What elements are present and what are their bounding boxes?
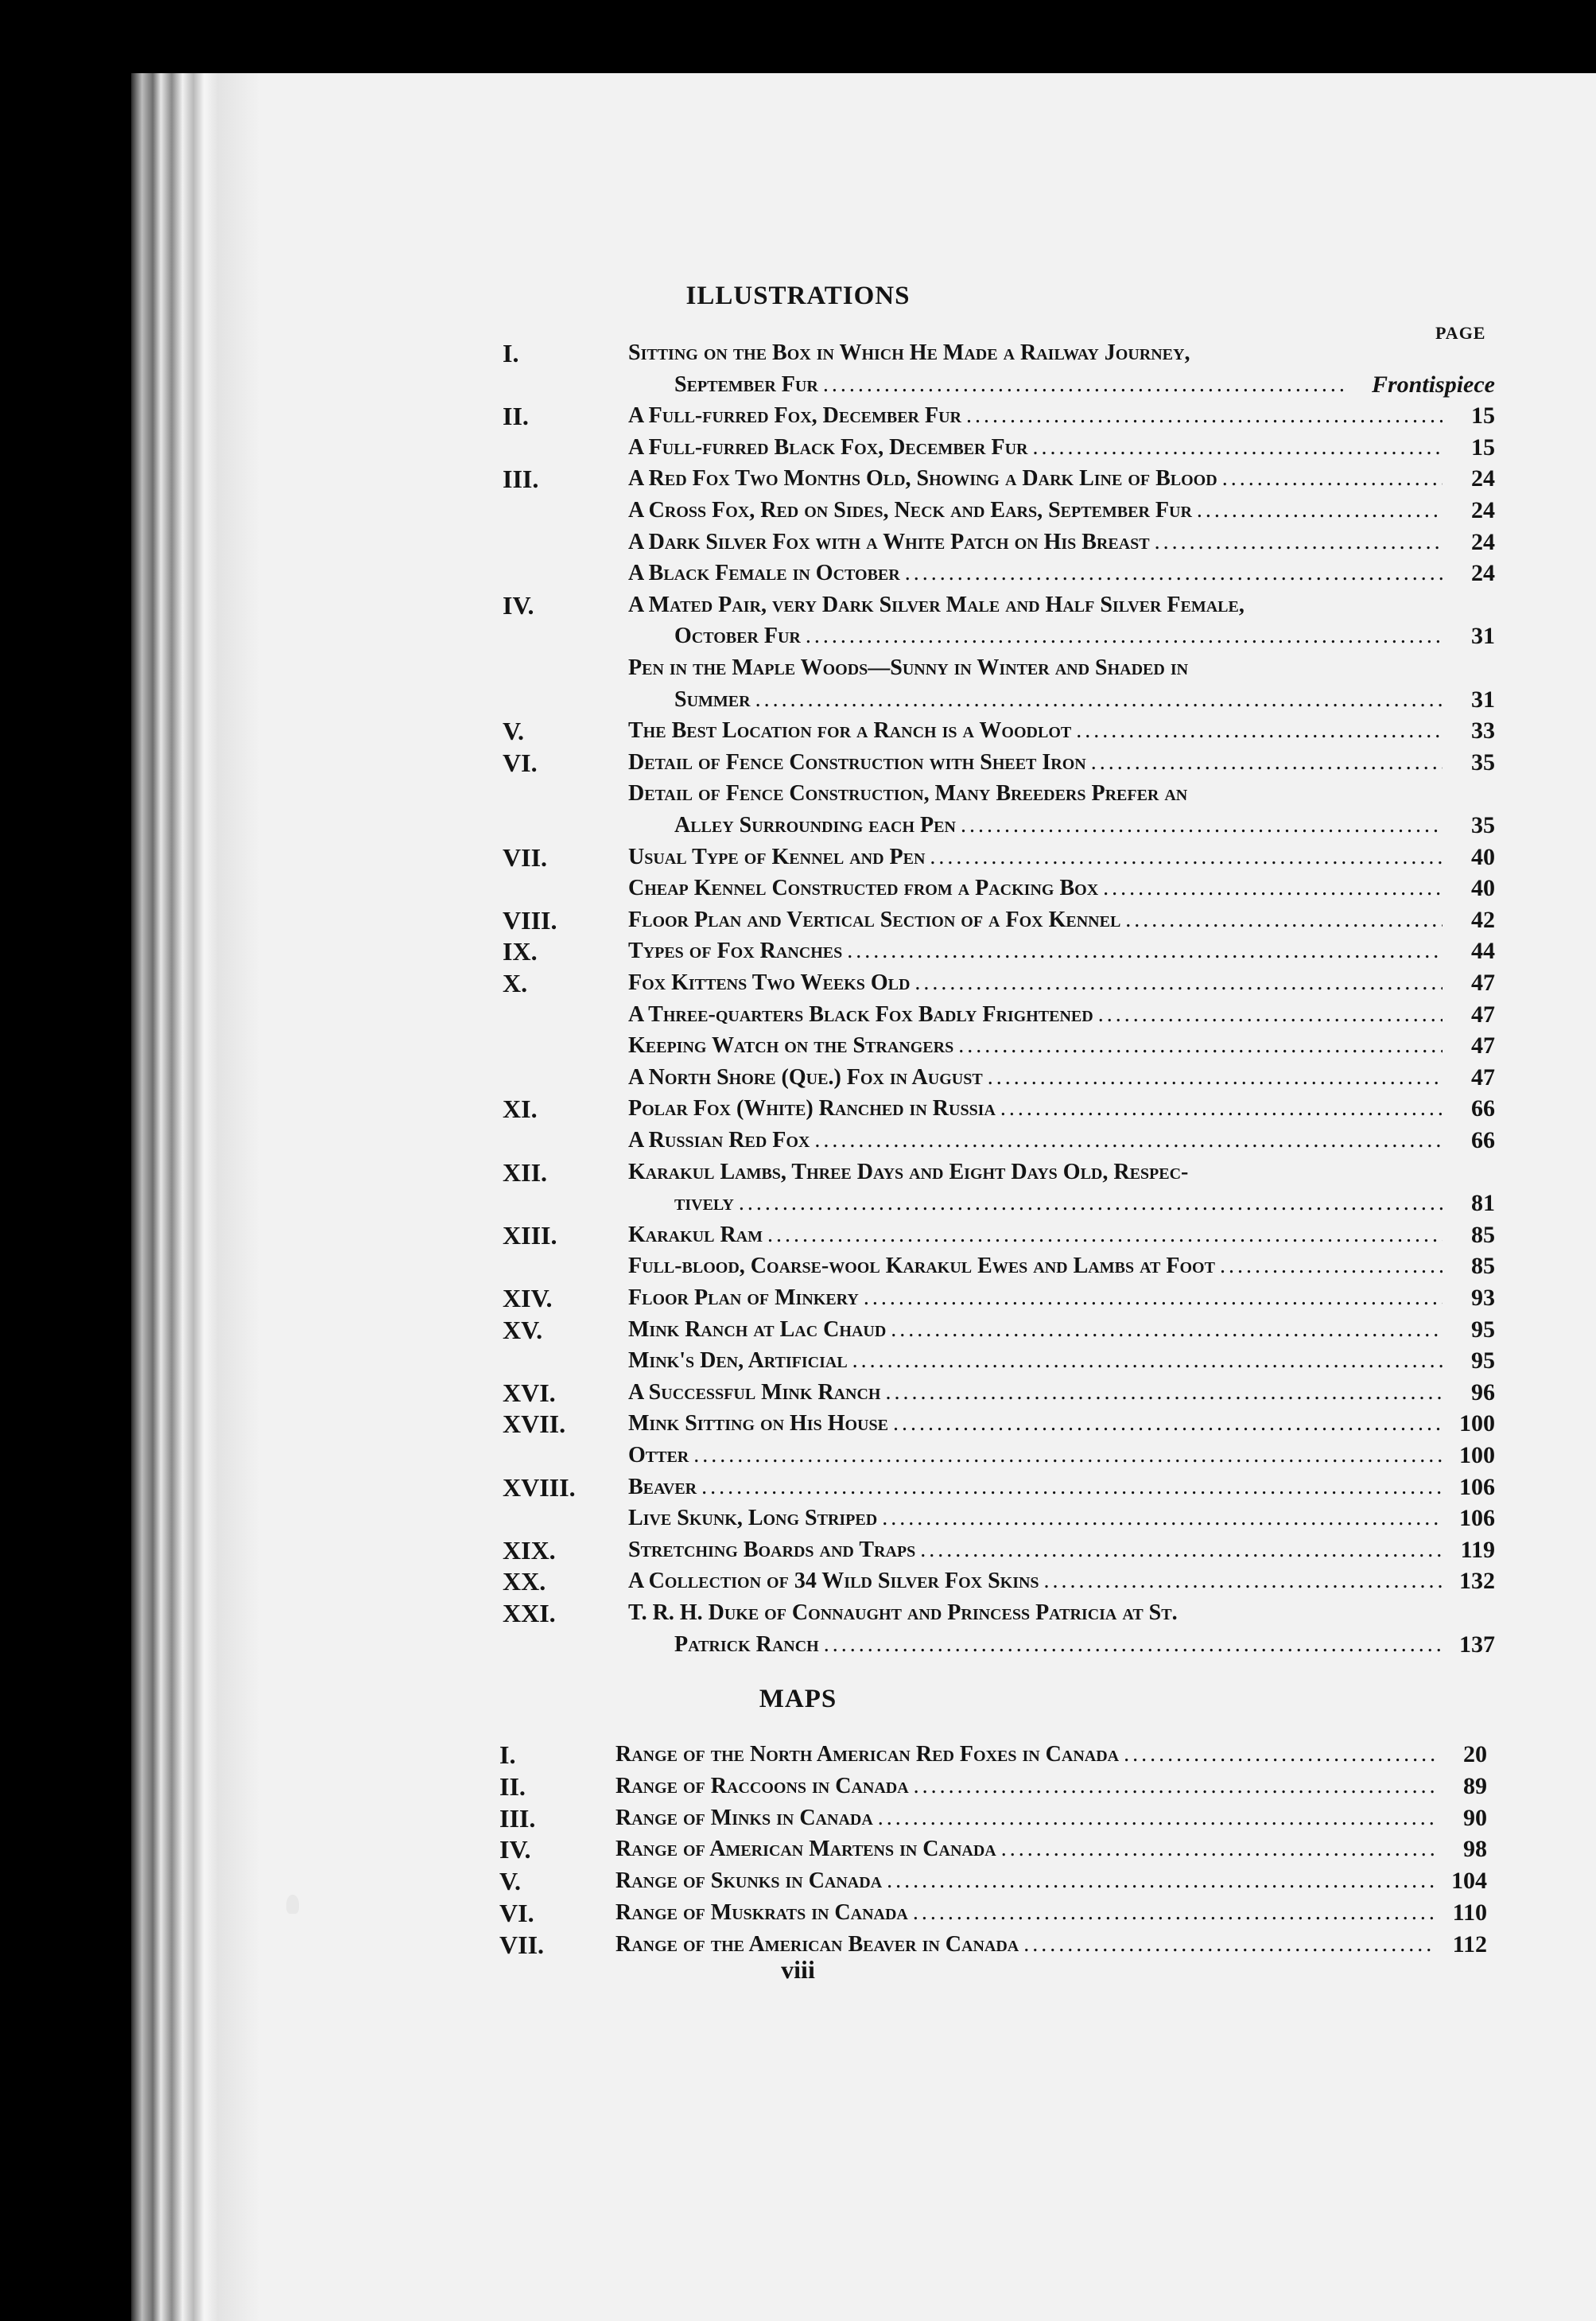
page-number: 40 xyxy=(1471,843,1495,870)
illustration-entry xyxy=(503,337,1495,369)
illustration-entry xyxy=(503,1314,1495,1346)
dot-leader xyxy=(824,1629,1443,1661)
illustration-entry xyxy=(503,1030,1495,1062)
illustration-entry xyxy=(503,1093,1495,1125)
dot-leader xyxy=(905,558,1443,589)
entry-title: Range of Muskrats in Canada xyxy=(615,1900,908,1925)
dot-leader xyxy=(1197,495,1443,527)
entry-title: A Russian Red Fox xyxy=(628,1128,810,1153)
illustration-entry xyxy=(503,558,1495,589)
page-number: 20 xyxy=(1463,1741,1487,1767)
entry-title: Range of Skunks in Canada xyxy=(615,1868,883,1894)
dot-leader xyxy=(882,1503,1443,1534)
dot-leader xyxy=(891,1314,1443,1346)
dot-leader xyxy=(885,1377,1443,1409)
dot-leader xyxy=(693,1440,1443,1472)
illustration-entry xyxy=(503,620,1495,652)
illustration-entry xyxy=(503,400,1495,432)
plate-number: XII. xyxy=(503,1157,548,1187)
page-number: 15 xyxy=(1471,402,1495,430)
page-number: 35 xyxy=(1471,748,1495,776)
dot-leader xyxy=(806,620,1443,652)
entry-title: Live Skunk, Long Striped xyxy=(628,1506,878,1531)
page-number: 95 xyxy=(1471,1316,1495,1343)
page-number: 81 xyxy=(1471,1190,1495,1217)
illustration-entry xyxy=(503,369,1495,401)
dot-leader xyxy=(914,1771,1435,1802)
entry-title: Beaver xyxy=(628,1474,697,1499)
dot-leader xyxy=(1103,873,1443,904)
page-column-label: PAGE xyxy=(1435,323,1486,343)
plate-number: I. xyxy=(499,1740,516,1769)
page-number: 100 xyxy=(1459,1442,1495,1468)
dot-leader xyxy=(961,810,1443,842)
illustration-entry xyxy=(503,589,1495,621)
page-number: 40 xyxy=(1471,875,1495,902)
entry-title: Sitting on the Box in Which He Made a Railway Journey, xyxy=(628,340,1190,365)
page-number: 104 xyxy=(1451,1868,1487,1895)
illustration-entry xyxy=(503,1472,1495,1503)
illustration-entry xyxy=(503,463,1495,495)
illustration-entry xyxy=(503,1157,1495,1188)
entry-title: A Red Fox Two Months Old, Showing a Dark Line of Blood xyxy=(628,466,1217,492)
illustration-entry xyxy=(503,1062,1495,1094)
map-entry xyxy=(499,1739,1487,1771)
page-number: 93 xyxy=(1471,1285,1495,1311)
page-number: 44 xyxy=(1471,938,1495,965)
entry-title: Cheap Kennel Constructed from a Packing Box xyxy=(628,876,1099,901)
dot-leader xyxy=(1001,1833,1435,1865)
entry-title: A Black Female in October xyxy=(628,561,900,586)
illustration-entry xyxy=(503,527,1495,558)
page-number: 85 xyxy=(1471,1253,1495,1280)
entry-title: Types of Fox Ranches xyxy=(628,939,843,964)
dot-leader xyxy=(1032,432,1443,464)
page-number: 47 xyxy=(1471,970,1495,996)
entry-title: October Fur xyxy=(674,624,801,649)
page-number: 96 xyxy=(1471,1378,1495,1405)
map-entry xyxy=(499,1897,1487,1929)
illustration-entry xyxy=(503,1250,1495,1282)
page-number: 15 xyxy=(1471,433,1495,461)
dot-leader xyxy=(1124,1739,1435,1771)
page-number: 98 xyxy=(1463,1836,1487,1863)
illustration-entry xyxy=(503,1188,1495,1219)
entry-title: A Full-furred Black Fox, December Fur xyxy=(628,434,1028,460)
entry-title: Karakul Ram xyxy=(628,1222,763,1247)
entry-title: Detail of Fence Construction, Many Breeders Prefer an xyxy=(628,781,1188,807)
page-number: 35 xyxy=(1471,812,1495,838)
entry-title: September Fur xyxy=(674,371,818,397)
entry-title: Detail of Fence Construction with Sheet Iron xyxy=(628,749,1086,775)
entry-title: Range of the American Beaver in Canada xyxy=(615,1931,1019,1957)
illustration-entry xyxy=(503,810,1495,842)
page-number: 42 xyxy=(1471,906,1495,933)
illustration-entry xyxy=(503,842,1495,873)
entry-title: Alley Surrounding each Pen xyxy=(674,813,956,838)
dot-leader xyxy=(913,1897,1435,1929)
dot-leader xyxy=(823,369,1347,401)
page-number: 106 xyxy=(1459,1473,1495,1500)
dot-leader xyxy=(1220,1250,1443,1282)
dot-leader xyxy=(1155,527,1443,558)
plate-number: VIII. xyxy=(503,905,557,935)
entry-title: Range of the North American Red Foxes in Canada xyxy=(615,1742,1120,1767)
map-entry xyxy=(499,1833,1487,1865)
dot-leader xyxy=(814,1125,1443,1157)
plate-number: III. xyxy=(499,1803,536,1833)
page-number: 31 xyxy=(1471,623,1495,650)
dot-leader xyxy=(920,1534,1443,1566)
plate-number: IV. xyxy=(503,590,534,620)
plate-number: XVII. xyxy=(503,1409,566,1439)
entry-title: Mink Ranch at Lac Chaud xyxy=(628,1316,887,1342)
page-number: 95 xyxy=(1471,1347,1495,1374)
illustration-entry xyxy=(503,873,1495,904)
plate-number: IV. xyxy=(499,1835,531,1864)
entry-title: A Mated Pair, very Dark Silver Male and Half Silver Female, xyxy=(628,592,1245,617)
dot-leader xyxy=(878,1802,1435,1834)
plate-number: XV. xyxy=(503,1315,543,1344)
entry-title: Mink Sitting on His House xyxy=(628,1411,888,1437)
page-number: 90 xyxy=(1463,1804,1487,1831)
entry-title: Full-blood, Coarse-wool Karakul Ewes and Lambs at Foot xyxy=(628,1254,1215,1279)
plate-number: VII. xyxy=(499,1930,545,1959)
plate-number: X. xyxy=(503,969,528,997)
page-number: 106 xyxy=(1459,1505,1495,1532)
illustration-entry xyxy=(503,715,1495,747)
plate-number: V. xyxy=(503,717,524,746)
entry-title: Keeping Watch on the Strangers xyxy=(628,1033,954,1059)
dot-leader xyxy=(739,1188,1443,1219)
page-number: 47 xyxy=(1471,1001,1495,1028)
entry-title: Polar Fox (White) Ranched in Russia xyxy=(628,1096,996,1122)
entry-title: Range of Raccoons in Canada xyxy=(615,1773,909,1798)
illustration-entry xyxy=(503,1534,1495,1566)
map-entry xyxy=(499,1771,1487,1802)
plate-number: XIX. xyxy=(503,1535,556,1565)
illustration-entry xyxy=(503,1345,1495,1377)
entry-title: Range of American Martens in Canada xyxy=(615,1837,996,1862)
entry-title: Floor Plan and Vertical Section of a Fox Kennel xyxy=(628,907,1121,932)
page-folio: viii xyxy=(781,1955,815,1984)
illustration-entry xyxy=(503,1629,1495,1661)
plate-number: XI. xyxy=(503,1094,538,1124)
page-speck xyxy=(286,1895,299,1914)
page-number: 24 xyxy=(1471,528,1495,555)
plate-number: II. xyxy=(503,402,529,431)
entry-title: A Successful Mink Ranch xyxy=(628,1379,881,1405)
entry-title: Summer xyxy=(674,686,751,712)
page-number: Frontispiece xyxy=(1372,371,1495,398)
dot-leader xyxy=(887,1865,1435,1897)
illustration-entry xyxy=(503,1440,1495,1472)
maps-heading: MAPS xyxy=(759,1685,837,1713)
illustration-entry xyxy=(503,684,1495,716)
dot-leader xyxy=(852,1345,1443,1377)
entry-title: A Full-furred Fox, December Fur xyxy=(628,403,961,429)
illustration-entry xyxy=(503,495,1495,527)
page-number: 89 xyxy=(1463,1772,1487,1799)
page-number: 24 xyxy=(1471,465,1495,492)
page-number: 47 xyxy=(1471,1063,1495,1091)
dot-leader xyxy=(1044,1565,1443,1597)
entry-title: Mink's Den, Artificial xyxy=(628,1348,848,1374)
page-number: 137 xyxy=(1459,1631,1495,1658)
plate-number: IX. xyxy=(503,937,538,966)
illustration-entry xyxy=(503,1377,1495,1409)
page-number: 24 xyxy=(1471,497,1495,523)
illustration-entry xyxy=(503,1565,1495,1597)
dot-leader xyxy=(914,967,1443,999)
map-entry xyxy=(499,1865,1487,1897)
illustration-entry xyxy=(503,1597,1495,1629)
entry-title: Range of Minks in Canada xyxy=(615,1805,873,1830)
entry-title: A Collection of 34 Wild Silver Fox Skins xyxy=(628,1569,1039,1594)
dot-leader xyxy=(755,684,1443,716)
illustration-entry xyxy=(503,935,1495,967)
entry-title: A North Shore (Que.) Fox in August xyxy=(628,1064,983,1090)
page-number: 110 xyxy=(1452,1899,1487,1926)
illustration-entry xyxy=(503,1282,1495,1314)
plate-number: VII. xyxy=(503,842,548,872)
entry-title: Patrick Ranch xyxy=(674,1631,819,1657)
plate-number: III. xyxy=(503,465,539,494)
plate-number: XVI. xyxy=(503,1378,556,1407)
illustration-entry xyxy=(503,1503,1495,1534)
dot-leader xyxy=(767,1219,1443,1251)
entry-title: Karakul Lambs, Three Days and Eight Days Old, Respec- xyxy=(628,1159,1189,1184)
entry-title: T. R. H. Duke of Connaught and Princess Patricia at St. xyxy=(628,1600,1178,1625)
illustrations-heading: ILLUSTRATIONS xyxy=(685,282,911,310)
illustration-entry xyxy=(503,747,1495,779)
plate-number: XVIII. xyxy=(503,1472,576,1502)
page-number: 85 xyxy=(1471,1221,1495,1248)
page-number: 66 xyxy=(1471,1095,1495,1122)
page-number: 47 xyxy=(1471,1032,1495,1059)
page-number: 66 xyxy=(1471,1127,1495,1153)
page-number: 33 xyxy=(1471,717,1495,745)
dot-leader xyxy=(893,1408,1443,1440)
page-number: 24 xyxy=(1471,560,1495,587)
entry-title: Stretching Boards and Traps xyxy=(628,1537,916,1562)
page-number: 112 xyxy=(1452,1930,1487,1957)
dot-leader xyxy=(701,1472,1443,1503)
plate-number: XX. xyxy=(503,1567,546,1596)
dot-leader xyxy=(1222,463,1443,495)
plate-number: V. xyxy=(499,1867,521,1896)
illustration-entry xyxy=(503,1219,1495,1251)
plate-number: VI. xyxy=(503,748,538,777)
dot-leader xyxy=(1098,999,1443,1031)
dot-leader xyxy=(966,400,1443,432)
entry-title: Pen in the Maple Woods—Sunny in Winter and Shaded in xyxy=(628,655,1189,680)
plate-number: II. xyxy=(499,1771,526,1801)
plate-number: XXI. xyxy=(503,1599,556,1627)
illustration-entry xyxy=(503,1125,1495,1157)
illustration-entry xyxy=(503,1408,1495,1440)
entry-title: tively xyxy=(674,1191,734,1216)
entry-title: A Dark Silver Fox with a White Patch on His Breast xyxy=(628,529,1150,554)
illustration-entry xyxy=(503,999,1495,1031)
page-number: 100 xyxy=(1459,1410,1495,1437)
entry-title: The Best Location for a Ranch is a Woodlot xyxy=(628,718,1072,744)
plate-number: I. xyxy=(503,339,519,367)
illustration-entry xyxy=(503,778,1495,810)
illustration-entry xyxy=(503,904,1495,936)
dot-leader xyxy=(1076,715,1443,747)
entry-title: A Cross Fox, Red on Sides, Neck and Ears, September Fur xyxy=(628,498,1192,523)
plate-number: XIV. xyxy=(503,1284,553,1312)
entry-title: Floor Plan of Minkery xyxy=(628,1285,859,1310)
page-number: 31 xyxy=(1471,686,1495,713)
map-entry xyxy=(499,1802,1487,1834)
dot-leader xyxy=(1091,747,1443,779)
illustration-entry xyxy=(503,432,1495,464)
dot-leader xyxy=(958,1030,1443,1062)
dot-leader xyxy=(988,1062,1443,1094)
illustration-entry xyxy=(503,967,1495,999)
entry-title: Usual Type of Kennel and Pen xyxy=(628,844,926,869)
plate-number: XIII. xyxy=(503,1220,557,1250)
plate-number: VI. xyxy=(499,1899,534,1927)
entry-title: Fox Kittens Two Weeks Old xyxy=(628,970,911,995)
entry-title: A Three-quarters Black Fox Badly Frightened xyxy=(628,1001,1093,1027)
page-number: 132 xyxy=(1459,1568,1495,1595)
dot-leader xyxy=(864,1282,1443,1314)
dot-leader xyxy=(1000,1093,1443,1125)
dot-leader xyxy=(847,935,1443,967)
page-number: 119 xyxy=(1460,1536,1495,1563)
illustration-entry xyxy=(503,652,1495,684)
dot-leader xyxy=(1125,904,1443,936)
entry-title: Otter xyxy=(628,1443,689,1468)
dot-leader xyxy=(930,842,1443,873)
